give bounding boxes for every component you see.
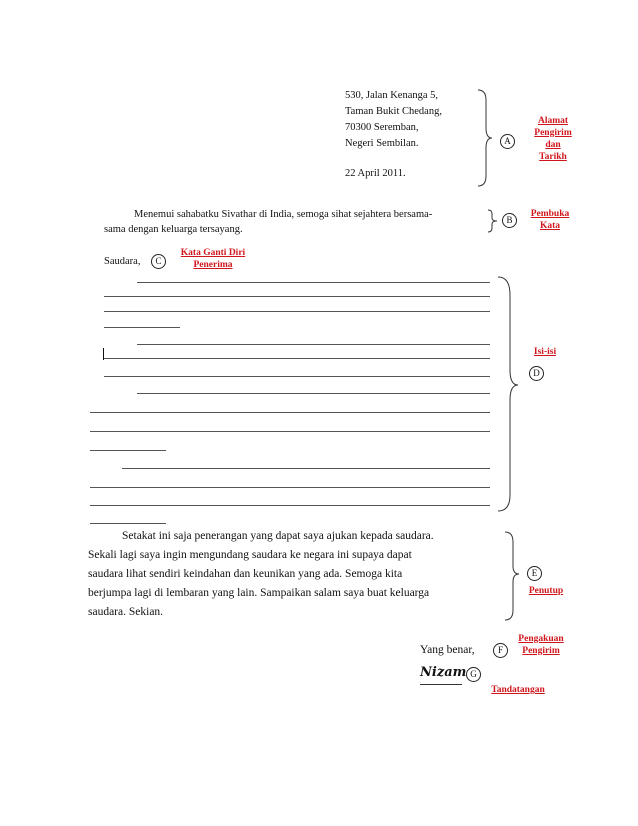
body-line <box>90 487 490 488</box>
label-tandatangan: Tandatangan <box>491 685 545 695</box>
label-pengakuan-pengirim: Pengakuan Pengirim <box>518 634 564 656</box>
brace-e <box>503 530 523 622</box>
body-line <box>104 358 490 359</box>
closing-line-3: saudara lihat sendiri keindahan dan keunikan yang ada. Semoga kita <box>88 568 403 580</box>
marker-d: D <box>529 366 544 381</box>
marker-e: E <box>527 566 542 581</box>
closing-line-1: Setakat ini saja penerangan yang dapat saya ajukan kepada saudara. <box>122 530 434 542</box>
body-line <box>137 282 490 283</box>
body-line <box>104 327 180 328</box>
label-isi-isi: Isi-isi <box>533 347 557 357</box>
address-line-2: Taman Bukit Chedang, <box>345 106 442 117</box>
brace-d <box>496 275 522 515</box>
closing-line-2: Sekali lagi saya ingin mengundang saudara ke negara ini supaya dapat <box>88 549 412 561</box>
label-kata-ganti-diri-penerima: Kata Ganti Diri Penerima <box>180 248 246 270</box>
salutation: Saudara, <box>104 256 141 267</box>
body-line <box>137 344 490 345</box>
marker-c: C <box>151 254 166 269</box>
body-line <box>90 412 490 413</box>
closing-line-5: saudara. Sekian. <box>88 606 164 618</box>
marker-f: F <box>493 643 508 658</box>
opening-line-1: Menemui sahabatku Sivathar di India, semoga sihat sejahtera bersama- <box>134 209 433 220</box>
body-line <box>104 376 490 377</box>
marker-g: G <box>466 667 481 682</box>
body-line <box>90 450 166 451</box>
address-line-3: 70300 Seremban, <box>345 122 419 133</box>
body-line <box>122 468 490 469</box>
marker-a: A <box>500 134 515 149</box>
label-pembuka-kata: Pembuka Kata <box>530 209 570 231</box>
text-cursor <box>103 348 104 360</box>
sign-off: Yang benar, <box>420 644 475 656</box>
label-alamat-pengirim-tarikh: Alamat Pengirim dan Tarikh <box>534 116 572 162</box>
address-line-1: 530, Jalan Kenanga 5, <box>345 90 439 101</box>
body-line <box>137 393 490 394</box>
signature: Nizam <box>420 665 467 680</box>
body-line <box>104 311 490 312</box>
opening-line-2: sama dengan keluarga tersayang. <box>104 224 243 235</box>
brace-a <box>476 88 496 188</box>
marker-b: B <box>502 213 517 228</box>
sender-address <box>345 88 442 182</box>
brace-b <box>486 208 500 234</box>
body-line <box>104 296 490 297</box>
body-line <box>90 431 490 432</box>
body-line <box>90 505 490 506</box>
body-line <box>90 523 166 524</box>
signature-underline <box>420 684 462 685</box>
closing-line-4: berjumpa lagi di lembaran yang lain. Sampaikan salam saya buat keluarga <box>88 587 430 599</box>
letter-date: 22 April 2011. <box>345 168 406 179</box>
label-penutup: Penutup <box>528 586 564 596</box>
address-line-4: Negeri Sembilan. <box>345 138 419 149</box>
